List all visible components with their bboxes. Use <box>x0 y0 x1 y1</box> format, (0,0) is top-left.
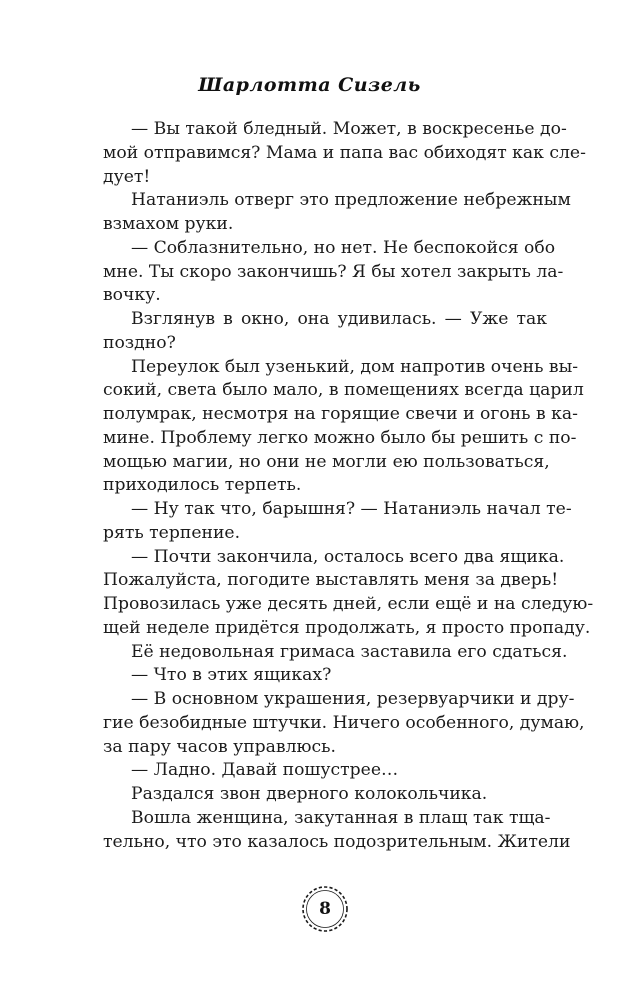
text-line: Взглянув в окно, она удивилась. — Уже так <box>131 309 547 329</box>
text-line: Натаниэль отверг это предложение небрежным <box>131 190 571 211</box>
text-line: Вошла женщина, закутанная в плащ так тща- <box>131 807 551 828</box>
text-line: щей неделе придётся продолжать, я просто пропаду. <box>103 617 591 638</box>
text-line: Раздался звон дверного колокольчика. <box>131 784 488 804</box>
text-line: — В основном украшения, резервуарчики и дру- <box>131 689 575 709</box>
text-line: вочку. <box>103 285 161 306</box>
text-line: поздно? <box>103 332 176 353</box>
text-line: — Ладно. Давай пошустрее… <box>131 760 399 781</box>
text-line: приходилось терпеть. <box>103 475 302 496</box>
text-line: мощью магии, но они не могли ею пользоваться, <box>103 451 550 472</box>
text-line: — Что в этих ящиках? <box>131 665 332 686</box>
text-line: гие безобидные штучки. Ничего особенного, думаю, <box>103 712 585 733</box>
text-line: — Вы такой бледный. Может, в воскресенье до- <box>131 119 567 139</box>
page-number: 8 <box>319 899 331 919</box>
body-text <box>103 118 594 854</box>
page-number-badge <box>300 884 350 934</box>
text-line: — Ну так что, барышня? — Натаниэль начал те- <box>131 499 572 519</box>
text-line: Переулок был узенький, дом напротив очень вы- <box>131 356 579 377</box>
text-line: мне. Ты скоро закончишь? Я бы хотел закрыть ла- <box>103 261 564 282</box>
text-line: мой отправимся? Мама и папа вас обиходят как сле- <box>103 142 586 163</box>
text-line: за пару часов управлюсь. <box>103 736 336 757</box>
text-line: — Почти закончила, осталось всего два ящика. <box>131 546 565 567</box>
text-line: полумрак, несмотря на горящие свечи и огонь в ка- <box>103 404 578 424</box>
text-line: тельно, что это казалось подозрительным. Жители <box>103 831 571 852</box>
running-head-author: Шарлотта Сизель <box>198 74 421 96</box>
text-line: сокий, света было мало, в помещениях всегда царил <box>103 380 584 401</box>
text-line: взмахом руки. <box>103 214 234 234</box>
text-line: дует! <box>103 166 151 187</box>
text-line: Её недовольная гримаса заставила его сдаться. <box>131 641 568 662</box>
text-line: Провозилась уже десять дней, если ещё и на следую- <box>103 594 594 614</box>
text-line: мине. Проблему легко можно было бы решить с по- <box>103 427 577 448</box>
text-line: — Соблазнительно, но нет. Не беспокойся обо <box>131 237 556 258</box>
text-line: Пожалуйста, погодите выставлять меня за дверь! <box>103 570 559 591</box>
text-line: рять терпение. <box>103 522 241 543</box>
